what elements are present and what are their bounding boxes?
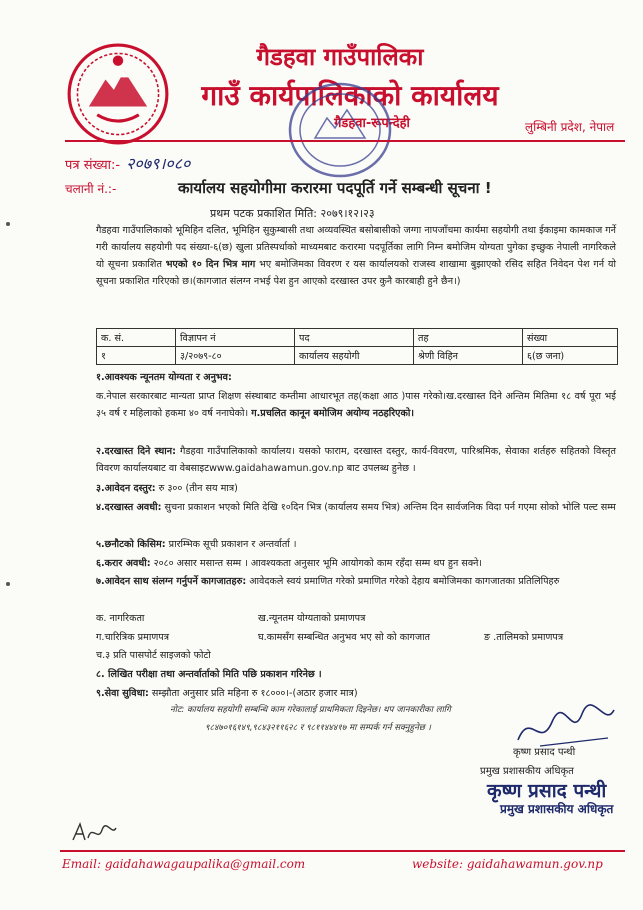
section-5: [96, 537, 297, 550]
doc-photo: च.३ प्रति पासपोर्ट साइजको फोटो: [96, 650, 211, 661]
name-stamp: कृष्ण प्रसाद पन्थी: [487, 780, 607, 802]
table-header-cell: क. सं.: [97, 329, 176, 347]
header-divider: [65, 140, 625, 142]
footer-website: website: gaidahawamun.gov.np: [412, 857, 603, 871]
notice-title: कार्यालय सहयोगीमा करारमा पदपूर्ति गर्ने सम्बन्धी सूचना !: [178, 179, 492, 197]
post-stamp: प्रमुख प्रशासकीय अधिकृत: [500, 802, 614, 816]
section-5-text: प्रारम्भिक सूची प्रकाशन र अन्तर्वार्ता ।: [168, 539, 297, 550]
section-8: ८. लिखित परीक्षा तथा अन्तर्वार्ताको मिति पछि प्रकाशन गरिनेछ ।: [96, 669, 322, 680]
municipality-name: गैडहवा गाउँपालिका: [256, 43, 424, 71]
section-4: [96, 499, 616, 516]
section-3-title: ३.आवेदन दस्तुर:: [96, 483, 156, 494]
section-7: [96, 573, 616, 590]
table-cell: १: [97, 347, 176, 365]
table-cell: कार्यालय सहयोगी: [295, 347, 414, 365]
note-line-1: नोट: कार्यालय सहयोगी सम्बन्धि काम गरेकालाई प्राथमिकता दिइनेछ। थप जानकारीका लागि: [170, 705, 451, 715]
doc-qualification: ख.न्यूनतम योग्यताको प्रमाणपत्र: [258, 613, 366, 624]
section-6: [96, 556, 482, 569]
office-seal-icon: [285, 78, 395, 183]
section-5-title: ५.छनौटको किसिम:: [96, 539, 166, 550]
table-header-cell: संख्या: [523, 329, 618, 347]
province-name: लुम्बिनी प्रदेश, नेपाल: [525, 120, 615, 134]
section-9-text: सम्झौता अनुसार प्रति महिना रु १८०००।-(अठार हजार मात्र): [151, 688, 358, 699]
section-3-text: रु ३०० (तीन सय मात्र): [158, 483, 238, 494]
intro-deadline: भएको १० दिन भित्र माग: [165, 259, 256, 270]
signatory-post: प्रमुख प्रशासकीय अधिकृत: [480, 766, 574, 777]
letter-number-label: पत्र संख्या:-: [65, 158, 121, 173]
table-header-cell: विज्ञापन नं: [176, 329, 295, 347]
table-row: [97, 347, 618, 365]
doc-training: ङ .तालिमको प्रमाणपत्र: [484, 632, 564, 643]
section-4-title: ४.दरखास्त अवधी:: [96, 502, 162, 513]
section-3: [96, 481, 238, 494]
doc-citizenship: क. नागरिकता: [96, 613, 145, 624]
letter-number-value: २०७९।०८०: [126, 154, 191, 173]
section-1-text: [96, 388, 616, 422]
doc-character: ग.चारित्रिक प्रमाणपत्र: [96, 632, 169, 643]
section-9-title: ९.सेवा सुविधा:: [96, 688, 149, 699]
qualification-legal: ग.प्रचलित कानून बमोजिम अयोग्य नठहरिएको।: [251, 408, 414, 419]
intro-text: गैडहवा गाउँपालिकाको भूमिहिन दलित, भूमिहिन सुकुम्बासी तथा अव्यवस्थित बसोबासीको जग्गा नापजाँचमा कार्यमा सहयोगी तथा ईकाइमा कामकाज गर्ने गरी कार्यालय सहयोगी पद संख्या-६(छ) खुला प्रतिस्पर्धाको माध्यमबाट करारमा पदपूर्तिका लागि निम्न बमोजिम योग्यता पुगेका इच्छुक नेपाली नागरिकले यो सूचना प्रकाशित: [96, 225, 616, 270]
section-7-title: ७.आवेदन साथ संलग्न गर्नुपर्ने कागजातहरु:: [96, 576, 247, 587]
section-6-text: २०८० असार मसान्त सम्म । आवश्यकता अनुसार भूमि आयोगको काम रहँदा सम्म थप हुन सक्ने।: [153, 558, 483, 569]
doc-experience: घ.कामसँग सम्बन्धित अनुभव भए सो को कागजात: [258, 632, 431, 643]
section-9: [96, 686, 358, 699]
note-line-2: ९८४७०१६१४९,९८४३२११६२८ र ९८११४४४१७ मा सम्पर्क गर्न सक्नुहुनेछ ।: [205, 723, 431, 733]
section-2-title: २.दरखास्त दिने स्थान:: [96, 446, 176, 457]
section-2-text: गैडहवा गाउँपालिकाको कार्यालय। यसको फाराम, दरखास्त दस्तुर, कार्य-विवरण, पारिश्रमिक, सेवाका शर्तहरु सहितको विस्तृत विवरण कार्यालयबाट वा वेबसाइटwww.gaidahawamun.gov.np बाट उपलब्ध हुनेछ ।: [96, 446, 616, 474]
table-header-cell: तह: [414, 329, 523, 347]
footer-email: Email: gaidahawagaupalika@gmail.com: [62, 857, 306, 871]
intro-text-2: भए बमोजिमका विवरण र यस कार्यालयको राजस्व शाखामा बुझाएको रसिद सहित निवेदन पेश गर्न यो सूचना प्रकाशित गरिएको छ।(कागजात संलग्न नभई पेश हुन आएको दरखास्त उपर कुनै कारबाही हुने छैन।): [96, 259, 616, 287]
section-4-text: सुचना प्रकाशन भएको मिति देखि १०दिन भित्र (कार्यालय समय भित्र) अन्तिम दिन सार्वजनिक विदा पर्न गएमा सोको भोलि पल्ट सम्म: [164, 502, 616, 513]
table-header-cell: पद: [295, 329, 414, 347]
section-6-title: ६.करार अवधी:: [96, 558, 151, 569]
qualification-text: क.नेपाल सरकारबाट मान्यता प्राप्त शिक्षण संस्थाबाट कम्तीमा आधारभूत तह(कक्षा आठ )पास गरेको।ख.दरखास्त दिने अन्तिम मितिमा १८ वर्ष पूरा भई ३५ वर्ष र महिलाको हकमा ४० वर्ष ननाघेको।: [96, 391, 616, 419]
footer-divider: [60, 850, 625, 852]
section-7-text: आवेदकले स्वयं प्रमाणित गरेको प्रमाणित गरेको देहाय बमोजिमका कागजातका प्रतिलिपिहरु: [249, 576, 560, 587]
table-cell: ६(छ जना): [523, 347, 618, 365]
table-cell: ३/२०७९-८०: [176, 347, 295, 365]
section-2: [96, 443, 616, 477]
section-1-title: १.आवश्यक न्यूनतम योग्यता र अनुभव:: [96, 372, 232, 383]
office-name: गाउँ कार्यपालिकाको कार्यालय: [201, 79, 499, 112]
punch-hole: [6, 222, 10, 226]
punch-hole: [6, 582, 10, 586]
table-cell: श्रेणी विहिन: [414, 347, 523, 365]
publish-date: प्रथम पटक प्रकाशित मिति: २०७९।१२।२३: [210, 207, 375, 220]
table-header-row: [97, 329, 618, 347]
vacancy-table: [96, 328, 618, 365]
letter-number: [65, 152, 190, 174]
signatory-name: कृष्ण प्रसाद पन्थी: [513, 747, 576, 758]
intro-paragraph: [96, 222, 616, 290]
district-name: गैडहवा-रूपन्देही: [334, 116, 410, 131]
initials-icon: [70, 820, 118, 844]
dispatch-number-label: चलानी नं.:-: [65, 182, 117, 196]
nepal-emblem-icon: [66, 42, 170, 146]
